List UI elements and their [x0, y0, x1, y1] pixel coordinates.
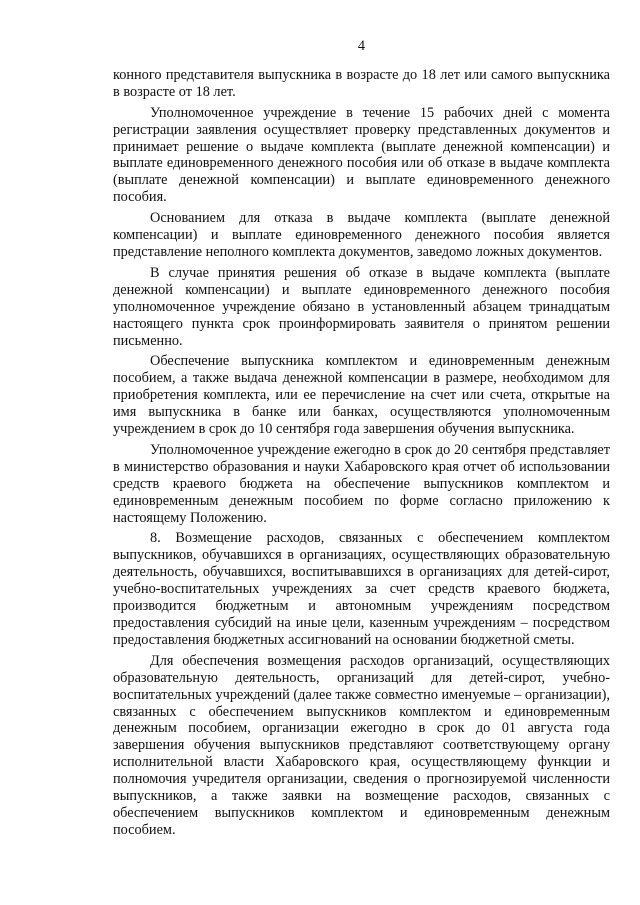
paragraph: Обеспечение выпускника комплектом и единовременным денежным пособием, а также выдача денежной компенсации в размере, необходимом для приобретения комплекта, или ее перечисление на счет или счета, открытые на имя выпускника в банке или банках, осуществляются уполномоченным учреждением в срок до 10 сентября года завершения обучения выпускника.: [113, 353, 610, 438]
paragraph: Основанием для отказа в выдаче комплекта (выплате денежной компенсации) и выплате единовременного денежного пособия является представление неполного комплекта документов, заведомо ложных документов.: [113, 210, 610, 260]
paragraph: Для обеспечения возмещения расходов организаций, осуществляющих образовательную деятельность, организаций для детей-сирот, учебно-воспитательных учреждений (далее также совместно именуемые – организации), связанных с обеспечением выпускников комплектом и единовременным денежным пособием, организации ежегодно в срок до 01 августа года завершения обучения выпускников представляют соответствующему органу исполнительной власти Хабаровского края, осуществляющему функции и полномочия учредителя организации, сведения о прогнозируемой численности выпускников, а также заявки на возмещение расходов, связанных с обеспечением выпускников комплектом и единовременным денежным пособием.: [113, 652, 610, 838]
paragraph-continuation: конного представителя выпускника в возрасте до 18 лет или самого выпускника в возрасте от 18 лет.: [113, 66, 610, 100]
document-page: [113, 38, 610, 843]
page-number: 4: [357, 38, 366, 54]
paragraph: Уполномоченное учреждение ежегодно в срок до 20 сентября представляет в министерство образования и науки Хабаровского края отчет об использовании средств краевого бюджета на обеспечение выпускников комплектом и единовременным денежным пособием по форме согласно приложению к настоящему Положению.: [113, 441, 610, 526]
paragraph: Уполномоченное учреждение в течение 15 рабочих дней с момента регистрации заявления осуществляет проверку представленных документов и принимает решение о выдаче комплекта (выплате денежной компенсации) и выплате единовременного денежного пособия или об отказе в выдаче комплекта (выплате денежной компенсации) и выплате единовременного денежного пособия.: [113, 104, 610, 206]
paragraph: В случае принятия решения об отказе в выдаче комплекта (выплате денежной компенсации) и выплате единовременного денежного пособия уполномоченное учреждение обязано в установленный абзацем тринадцатым настоящего пункта срок проинформировать заявителя о принятом решении письменно.: [113, 264, 610, 349]
paragraph-item-8: 8. Возмещение расходов, связанных с обеспечением комплектом выпускников, обучавшихся в организациях, осуществляющих образовательную деятельность, обучавшихся, воспитывавшихся в организациях для детей-сирот, учебно-воспитательных учреждениях за счет средств краевого бюджета, производится бюджетным и автономным учреждениям посредством предоставления субсидий на иные цели, казенным учреждениям – посредством предоставления бюджетных ассигнований на основании бюджетной сметы.: [113, 530, 610, 648]
